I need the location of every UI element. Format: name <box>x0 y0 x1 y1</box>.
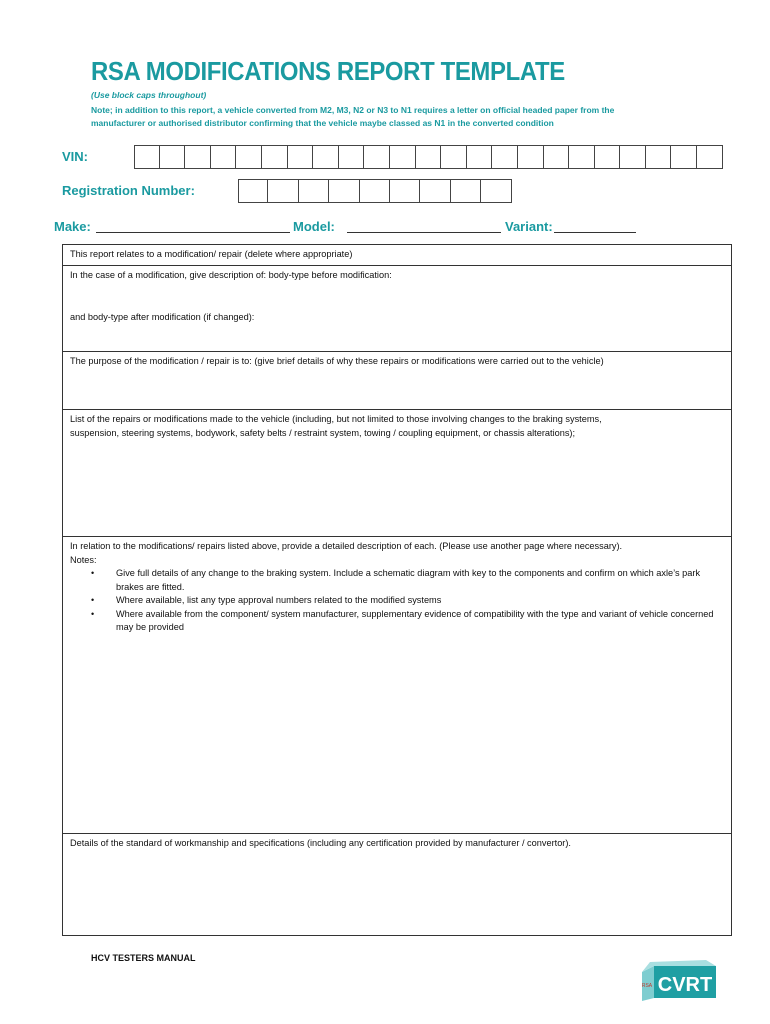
character-box[interactable] <box>313 145 339 169</box>
notes-list <box>70 567 724 635</box>
purpose-text: The purpose of the modification / repair is to: (give brief details of why these repairs or modifications were carried out to the vehicle) <box>70 356 604 366</box>
bullet-icon: • <box>91 608 95 619</box>
note-compatibility-evidence: Where available from the component/ system manufacturer, supplementary evidence of compatibility with the type and variant of vehicle concerned may be provided <box>116 608 714 632</box>
character-box[interactable] <box>697 145 723 169</box>
workmanship-standard-section[interactable] <box>63 834 731 935</box>
list-item <box>70 567 724 594</box>
character-box[interactable] <box>492 145 518 169</box>
body-type-after-text: and body-type after modification (if changed): <box>70 311 255 322</box>
logo-rsa-text: RSA <box>641 983 653 989</box>
bullet-icon: • <box>91 595 95 605</box>
make-label: Make: <box>54 219 91 234</box>
make-field[interactable] <box>96 218 290 233</box>
repairs-list-section[interactable] <box>63 410 731 537</box>
character-box[interactable] <box>160 145 186 169</box>
report-form-table <box>62 244 732 936</box>
page-title: RSA MODIFICATIONS REPORT TEMPLATE <box>91 56 565 86</box>
variant-field[interactable] <box>554 218 636 233</box>
repairs-list-line-2: suspension, steering systems, bodywork, safety belts / restraint system, towing / coupling equipment, or chassis alterations); <box>70 427 576 438</box>
report-relates-text: This report relates to a modification/ repair (delete where appropriate) <box>70 249 353 259</box>
block-caps-instruction: (Use block caps throughout) <box>91 90 207 100</box>
bullet-icon: • <box>91 568 95 578</box>
character-box[interactable] <box>288 145 314 169</box>
character-box[interactable] <box>236 145 262 169</box>
note-line-2: manufacturer or authorised distributor confirming that the vehicle maybe classed as N1 in the converted condition <box>91 117 554 128</box>
character-box[interactable] <box>467 145 493 169</box>
workmanship-standard-text: Details of the standard of workmanship and specifications (including any certification provided by manufacturer / convertor). <box>70 838 571 848</box>
character-box[interactable] <box>299 179 329 203</box>
character-box[interactable] <box>390 145 416 169</box>
detailed-description-section[interactable] <box>63 537 731 834</box>
character-box[interactable] <box>262 145 288 169</box>
registration-label: Registration Number: <box>62 183 195 198</box>
character-box[interactable] <box>360 179 390 203</box>
character-box[interactable] <box>134 145 160 169</box>
repairs-list-line-1: List of the repairs or modifications made to the vehicle (including, but not limited to those involving changes to the braking systems, <box>70 414 602 424</box>
character-box[interactable] <box>416 145 442 169</box>
character-box[interactable] <box>185 145 211 169</box>
logo-text: CVRT <box>657 974 713 996</box>
notes-label: Notes: <box>70 554 97 565</box>
character-box[interactable] <box>329 179 359 203</box>
character-box[interactable] <box>671 145 697 169</box>
report-relates-row[interactable] <box>63 245 731 266</box>
model-field[interactable] <box>347 218 501 233</box>
model-label: Model: <box>293 219 335 234</box>
character-box[interactable] <box>451 179 481 203</box>
n1-conversion-note <box>91 104 691 129</box>
character-box[interactable] <box>211 145 237 169</box>
list-item <box>70 608 724 635</box>
character-box[interactable] <box>518 145 544 169</box>
character-box[interactable] <box>339 145 365 169</box>
character-box[interactable] <box>595 145 621 169</box>
detailed-description-intro: In relation to the modifications/ repairs listed above, provide a detailed description of each. (Please use another page where necessary). <box>70 541 623 551</box>
vin-label: VIN: <box>62 149 88 164</box>
registration-input-boxes[interactable] <box>238 179 512 203</box>
character-box[interactable] <box>544 145 570 169</box>
character-box[interactable] <box>620 145 646 169</box>
character-box[interactable] <box>646 145 672 169</box>
character-box[interactable] <box>268 179 298 203</box>
character-box[interactable] <box>390 179 420 203</box>
purpose-section[interactable] <box>63 352 731 410</box>
character-box[interactable] <box>238 179 268 203</box>
character-box[interactable] <box>441 145 467 169</box>
character-box[interactable] <box>481 179 511 203</box>
character-box[interactable] <box>364 145 390 169</box>
note-braking-system: Give full details of any change to the braking system. Include a schematic diagram with key to the components and confirm on which axle’s park brakes are fitted. <box>116 568 701 592</box>
footer-manual-title: HCV TESTERS MANUAL <box>91 953 196 963</box>
note-type-approval: Where available, list any type approval numbers related to the modified systems <box>116 595 442 605</box>
note-line-1: Note; in addition to this report, a vehicle converted from M2, M3, N2 or N3 to N1 requires a letter on official headed paper from the <box>91 105 615 115</box>
body-type-section[interactable] <box>63 266 731 352</box>
character-box[interactable] <box>420 179 450 203</box>
list-item <box>70 594 724 608</box>
character-box[interactable] <box>569 145 595 169</box>
body-type-before-text: In the case of a modification, give description of: body-type before modification: <box>70 270 392 280</box>
vin-input-boxes[interactable] <box>134 145 723 169</box>
cvrt-logo <box>636 960 720 1002</box>
variant-label: Variant: <box>505 219 553 234</box>
